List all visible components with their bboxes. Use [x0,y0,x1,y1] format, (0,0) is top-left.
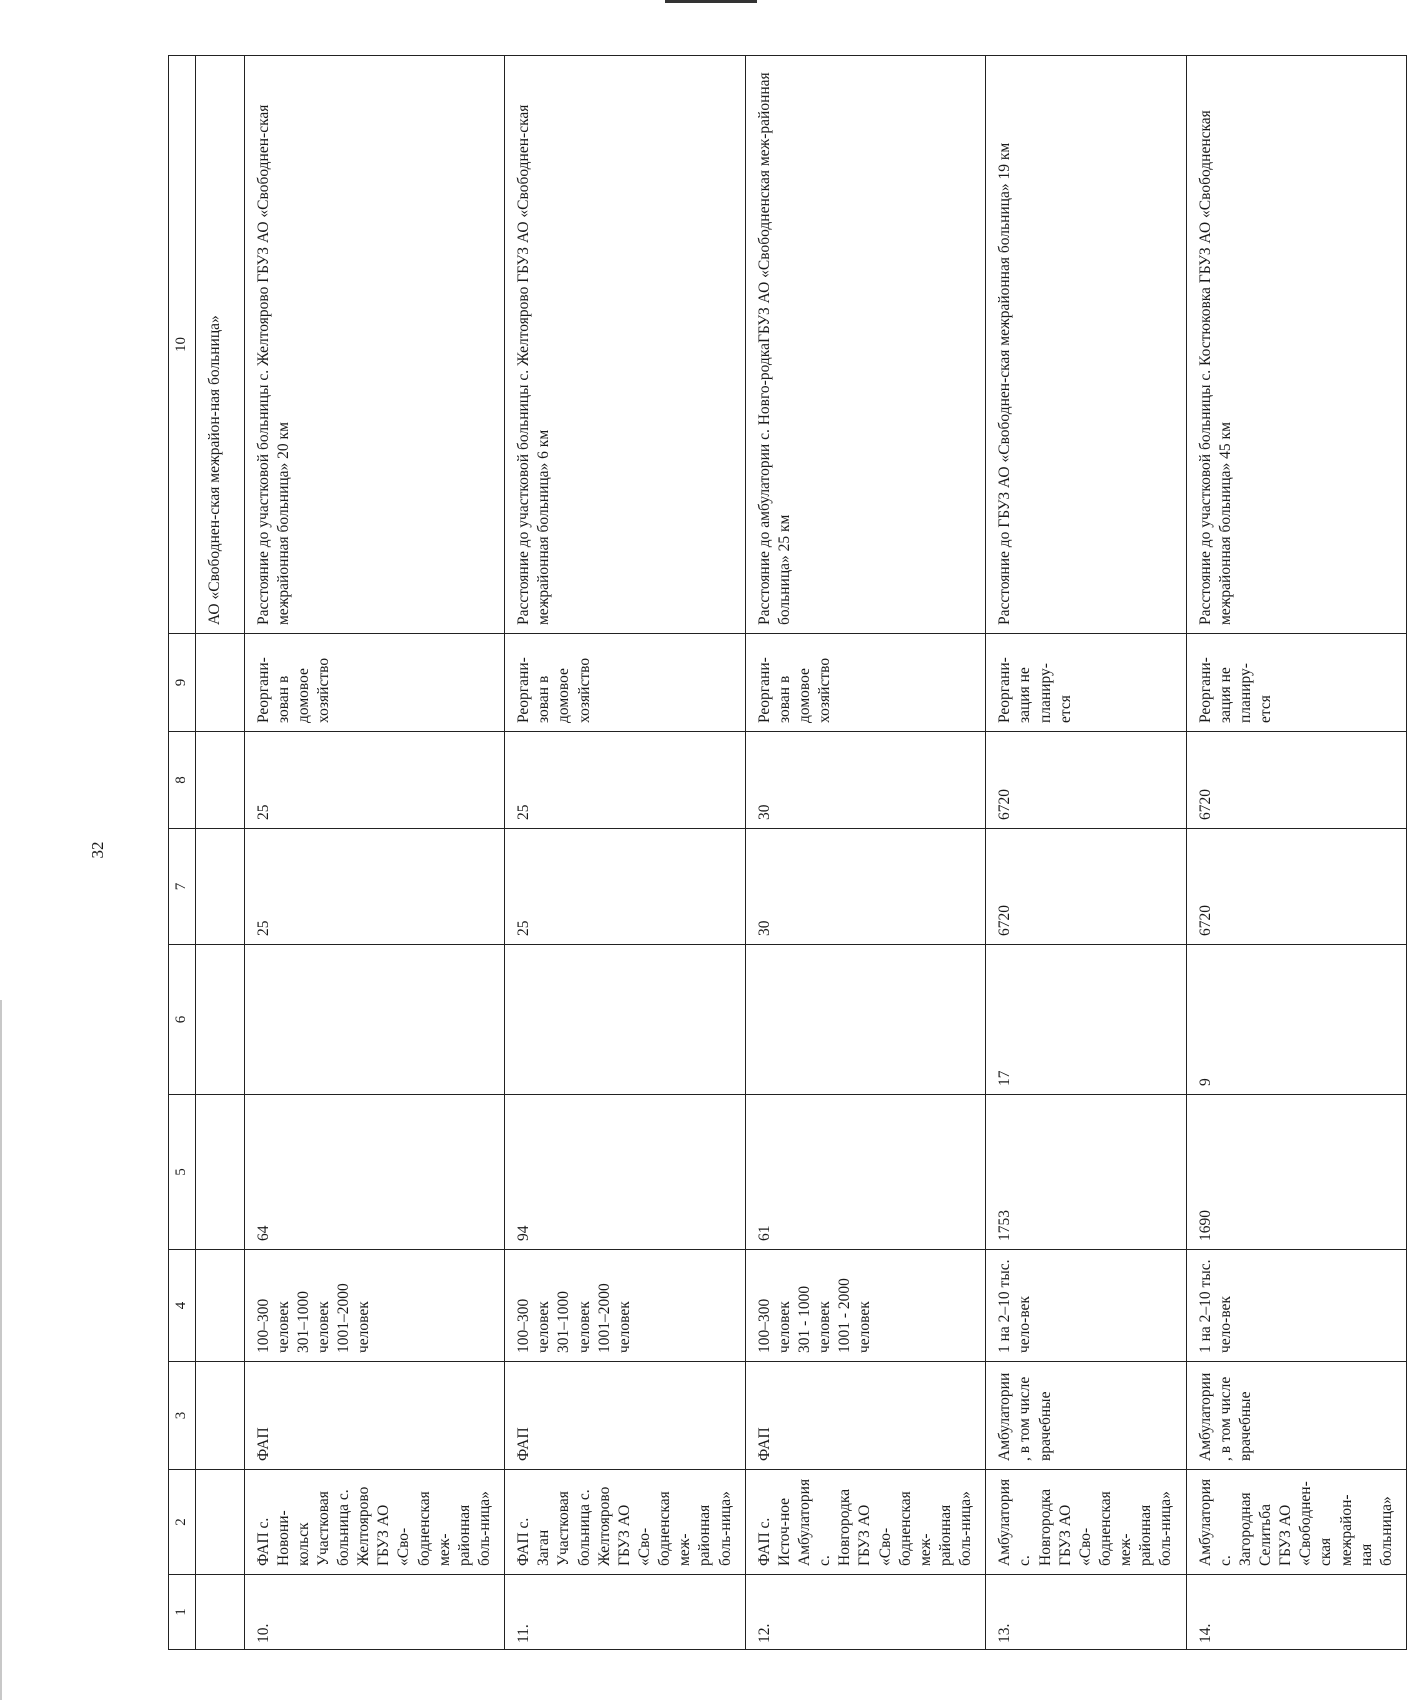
table-cell [195,945,244,1095]
facility-type: Амбулатории, в том числе врачебные [1186,1362,1406,1470]
table-cell [195,1470,244,1575]
facility-name: ФАП с. Заган Участковая больница с. Желтоярово ГБУЗ АО «Сво-бодненская меж-районная боль-ница» [505,1470,746,1575]
table-row [1186,56,1406,1650]
table-cell [195,634,244,732]
rotated-table-container [168,55,1395,1650]
col8-value: 6720 [986,732,1186,829]
population-line: 100–300 человек [755,1298,793,1353]
population-range [244,1250,505,1362]
header-cell: 8 [169,732,196,829]
table-cell [195,1095,244,1250]
distance-note: Расстояние до участковой больницы с. Желтоярово ГБУЗ АО «Свободнен-ская межрайонная больница» 20 км [244,56,505,634]
reorganization-status: Реоргани-зован в домовое хозяйство [505,634,746,732]
table-row [745,56,986,1650]
distance-note: Расстояние до амбулатории с. Новго-родкаГБУЗ АО «Свободненская меж-районная больница» 25 км [745,56,986,634]
reorganization-status: Реоргани-зация не планиру-ется [1186,634,1406,732]
col8-value: 25 [505,732,746,829]
facility-type: Амбулатории, в том числе врачебные [986,1362,1186,1470]
table-cell [195,1575,244,1650]
col6-value: 17 [986,945,1186,1095]
header-cell: 9 [169,634,196,732]
col8-value: 25 [244,732,505,829]
col6-value [244,945,505,1095]
distance-note: Расстояние до ГБУЗ АО «Свободнен-ская межрайонная больница» 19 км [986,56,1186,634]
col7-value: 25 [505,829,746,945]
population-line: 1001–2000 человек [595,1283,633,1353]
facility-type: ФАП [745,1362,986,1470]
header-cell: 1 [169,1575,196,1650]
page-number: 32 [88,841,107,859]
table-row [986,56,1186,1650]
facilities-table [168,55,1407,1650]
col7-value: 30 [745,829,986,945]
population-line: 301–1000 человек [294,1291,332,1353]
population-line: 1001 - 2000 человек [836,1278,874,1353]
row-number: 11. [505,1575,746,1650]
population-line: 100–300 человек [515,1298,553,1353]
top-edge-mark [665,0,757,3]
row-number: 13. [986,1575,1186,1650]
facility-name: Амбулатория с. Новгородка ГБУЗ АО «Сво-бодненская меж-районная боль-ница» [986,1470,1186,1575]
header-cell: 6 [169,945,196,1095]
row-number: 14. [1186,1575,1406,1650]
col5-value: 61 [745,1095,986,1250]
row-number: 12. [745,1575,986,1650]
population-line: 1 на 2–10 тыс. чело-век [1196,1259,1234,1353]
table-cell [195,1250,244,1362]
col8-value: 30 [745,732,986,829]
header-cell: 2 [169,1470,196,1575]
table-cell [195,732,244,829]
left-edge-mark [0,1000,2,1700]
header-cell: 10 [169,56,196,634]
distance-note: Расстояние до участковой больницы с. Желтоярово ГБУЗ АО «Свободнен-ская межрайонная больница» 6 км [505,56,746,634]
population-line: 1 на 2–10 тыс. чело-век [996,1259,1034,1353]
header-cell: 4 [169,1250,196,1362]
facility-type: ФАП [244,1362,505,1470]
col7-value: 25 [244,829,505,945]
header-row [169,56,196,1650]
facility-name: ФАП с. Источ-ное Амбулатория с. Новгородка ГБУЗ АО «Сво-бодненская меж-районная боль-ница» [745,1470,986,1575]
header-cell: 7 [169,829,196,945]
col7-value: 6720 [1186,829,1406,945]
row-number: 10. [244,1575,505,1650]
table-cell [195,1362,244,1470]
population-range [1186,1250,1406,1362]
col5-value: 1753 [986,1095,1186,1250]
population-line: 301 - 1000 человек [796,1285,834,1353]
table-row [244,56,505,1650]
col6-value: 9 [1186,945,1406,1095]
facility-name: ФАП с. Новони-кольск Участковая больница с. Желтоярово ГБУЗ АО «Сво-бодненская меж-районная боль-ница» [244,1470,505,1575]
population-range [986,1250,1186,1362]
population-range [745,1250,986,1362]
continuation-facility-name: АО «Свободнен-ская межрайон-ная больница» [195,56,244,634]
col6-value [505,945,746,1095]
col7-value: 6720 [986,829,1186,945]
table-cell [195,829,244,945]
header-cell: 3 [169,1362,196,1470]
reorganization-status: Реоргани-зован в домовое хозяйство [745,634,986,732]
col8-value: 6720 [1186,732,1406,829]
header-cell: 5 [169,1095,196,1250]
population-range [505,1250,746,1362]
reorganization-status: Реоргани-зован в домовое хозяйство [244,634,505,732]
facility-type: ФАП [505,1362,746,1470]
population-line: 301–1000 человек [555,1291,593,1353]
col5-value: 64 [244,1095,505,1250]
col5-value: 94 [505,1095,746,1250]
table-row [505,56,746,1650]
reorganization-status: Реоргани-зация не планиру-ется [986,634,1186,732]
facility-name: Амбулатория с. Загородная Селитьба ГБУЗ АО «Свободнен-ская межрайон-ная больница» [1186,1470,1406,1575]
population-line: 1001–2000 человек [335,1283,373,1353]
population-line: 100–300 человек [254,1298,292,1353]
continuation-row [195,56,244,1650]
col6-value [745,945,986,1095]
col5-value: 1690 [1186,1095,1406,1250]
distance-note: Расстояние до участковой больницы с. Костюковка ГБУЗ АО «Свободненская межрайонная больница» 45 км [1186,56,1406,634]
